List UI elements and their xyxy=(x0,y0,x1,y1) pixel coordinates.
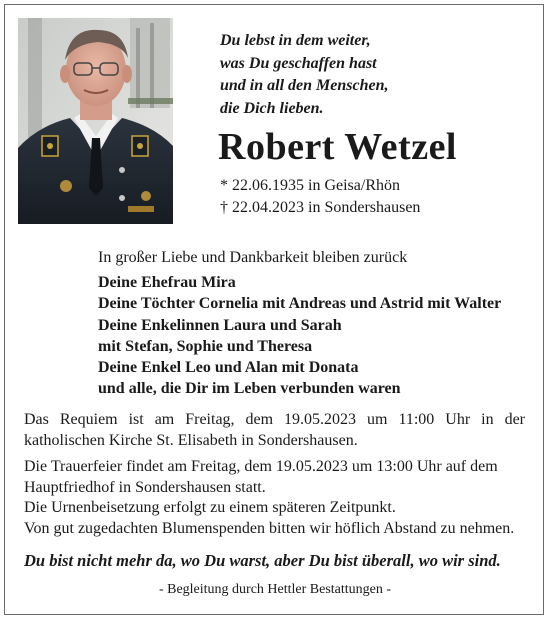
deceased-name: Robert Wetzel xyxy=(218,126,457,168)
portrait-photo xyxy=(18,18,173,224)
survivor-line: Deine Enkelinnen Laura und Sarah xyxy=(98,316,342,334)
life-dates xyxy=(220,175,420,219)
ceremony-line: Hauptfriedhof in Sondershausen statt. xyxy=(24,478,266,496)
survivors-block xyxy=(98,247,538,400)
birth-date: * 22.06.1935 in Geisa/Rhön xyxy=(220,177,400,194)
portrait-illustration xyxy=(18,18,173,224)
survivors-list xyxy=(98,272,538,400)
funeral-home-credit: - Begleitung durch Hettler Bestattungen - xyxy=(158,582,392,597)
poem-quote xyxy=(220,30,520,120)
ceremony-line: Von gut zugedachten Blumenspenden bitten wir höflich Abstand zu nehmen. xyxy=(24,519,515,537)
survivor-line: mit Stefan, Sophie und Theresa xyxy=(98,337,313,355)
ceremony-line: Die Urnenbeisetzung erfolgt zu einem späteren Zeitpunkt. xyxy=(24,499,396,516)
survivor-line: Deine Enkel Leo und Alan mit Donata xyxy=(98,359,359,377)
survivors-intro: In großer Liebe und Dankbarkeit bleiben zurück xyxy=(98,249,408,266)
survivor-line: und alle, die Dir im Leben verbunden waren xyxy=(98,380,401,398)
poem-line: was Du geschaffen hast xyxy=(220,54,377,72)
ceremony-line: Die Trauerfeier findet am Freitag, dem 19.05.2023 um 13:00 Uhr auf dem xyxy=(24,458,498,475)
poem-line: Du lebst in dem weiter, xyxy=(220,32,371,49)
poem-line: die Dich lieben. xyxy=(220,99,324,117)
poem-line: und in all den Menschen, xyxy=(220,77,389,94)
survivor-line: Deine Töchter Cornelia mit Andreas und Astrid mit Walter xyxy=(98,295,502,313)
closing-quote: Du bist nicht mehr da, wo Du warst, aber Du bist überall, wo wir sind. xyxy=(24,551,501,570)
ceremony-notice xyxy=(24,457,525,539)
death-date: † 22.04.2023 in Sondershausen xyxy=(220,199,421,216)
requiem-notice: Das Requiem ist am Freitag, dem 19.05.2023 um 11:00 Uhr in der katholischen Kirche St. Elisabeth in Sondershausen. xyxy=(24,411,525,449)
survivor-line: Deine Ehefrau Mira xyxy=(98,274,236,291)
